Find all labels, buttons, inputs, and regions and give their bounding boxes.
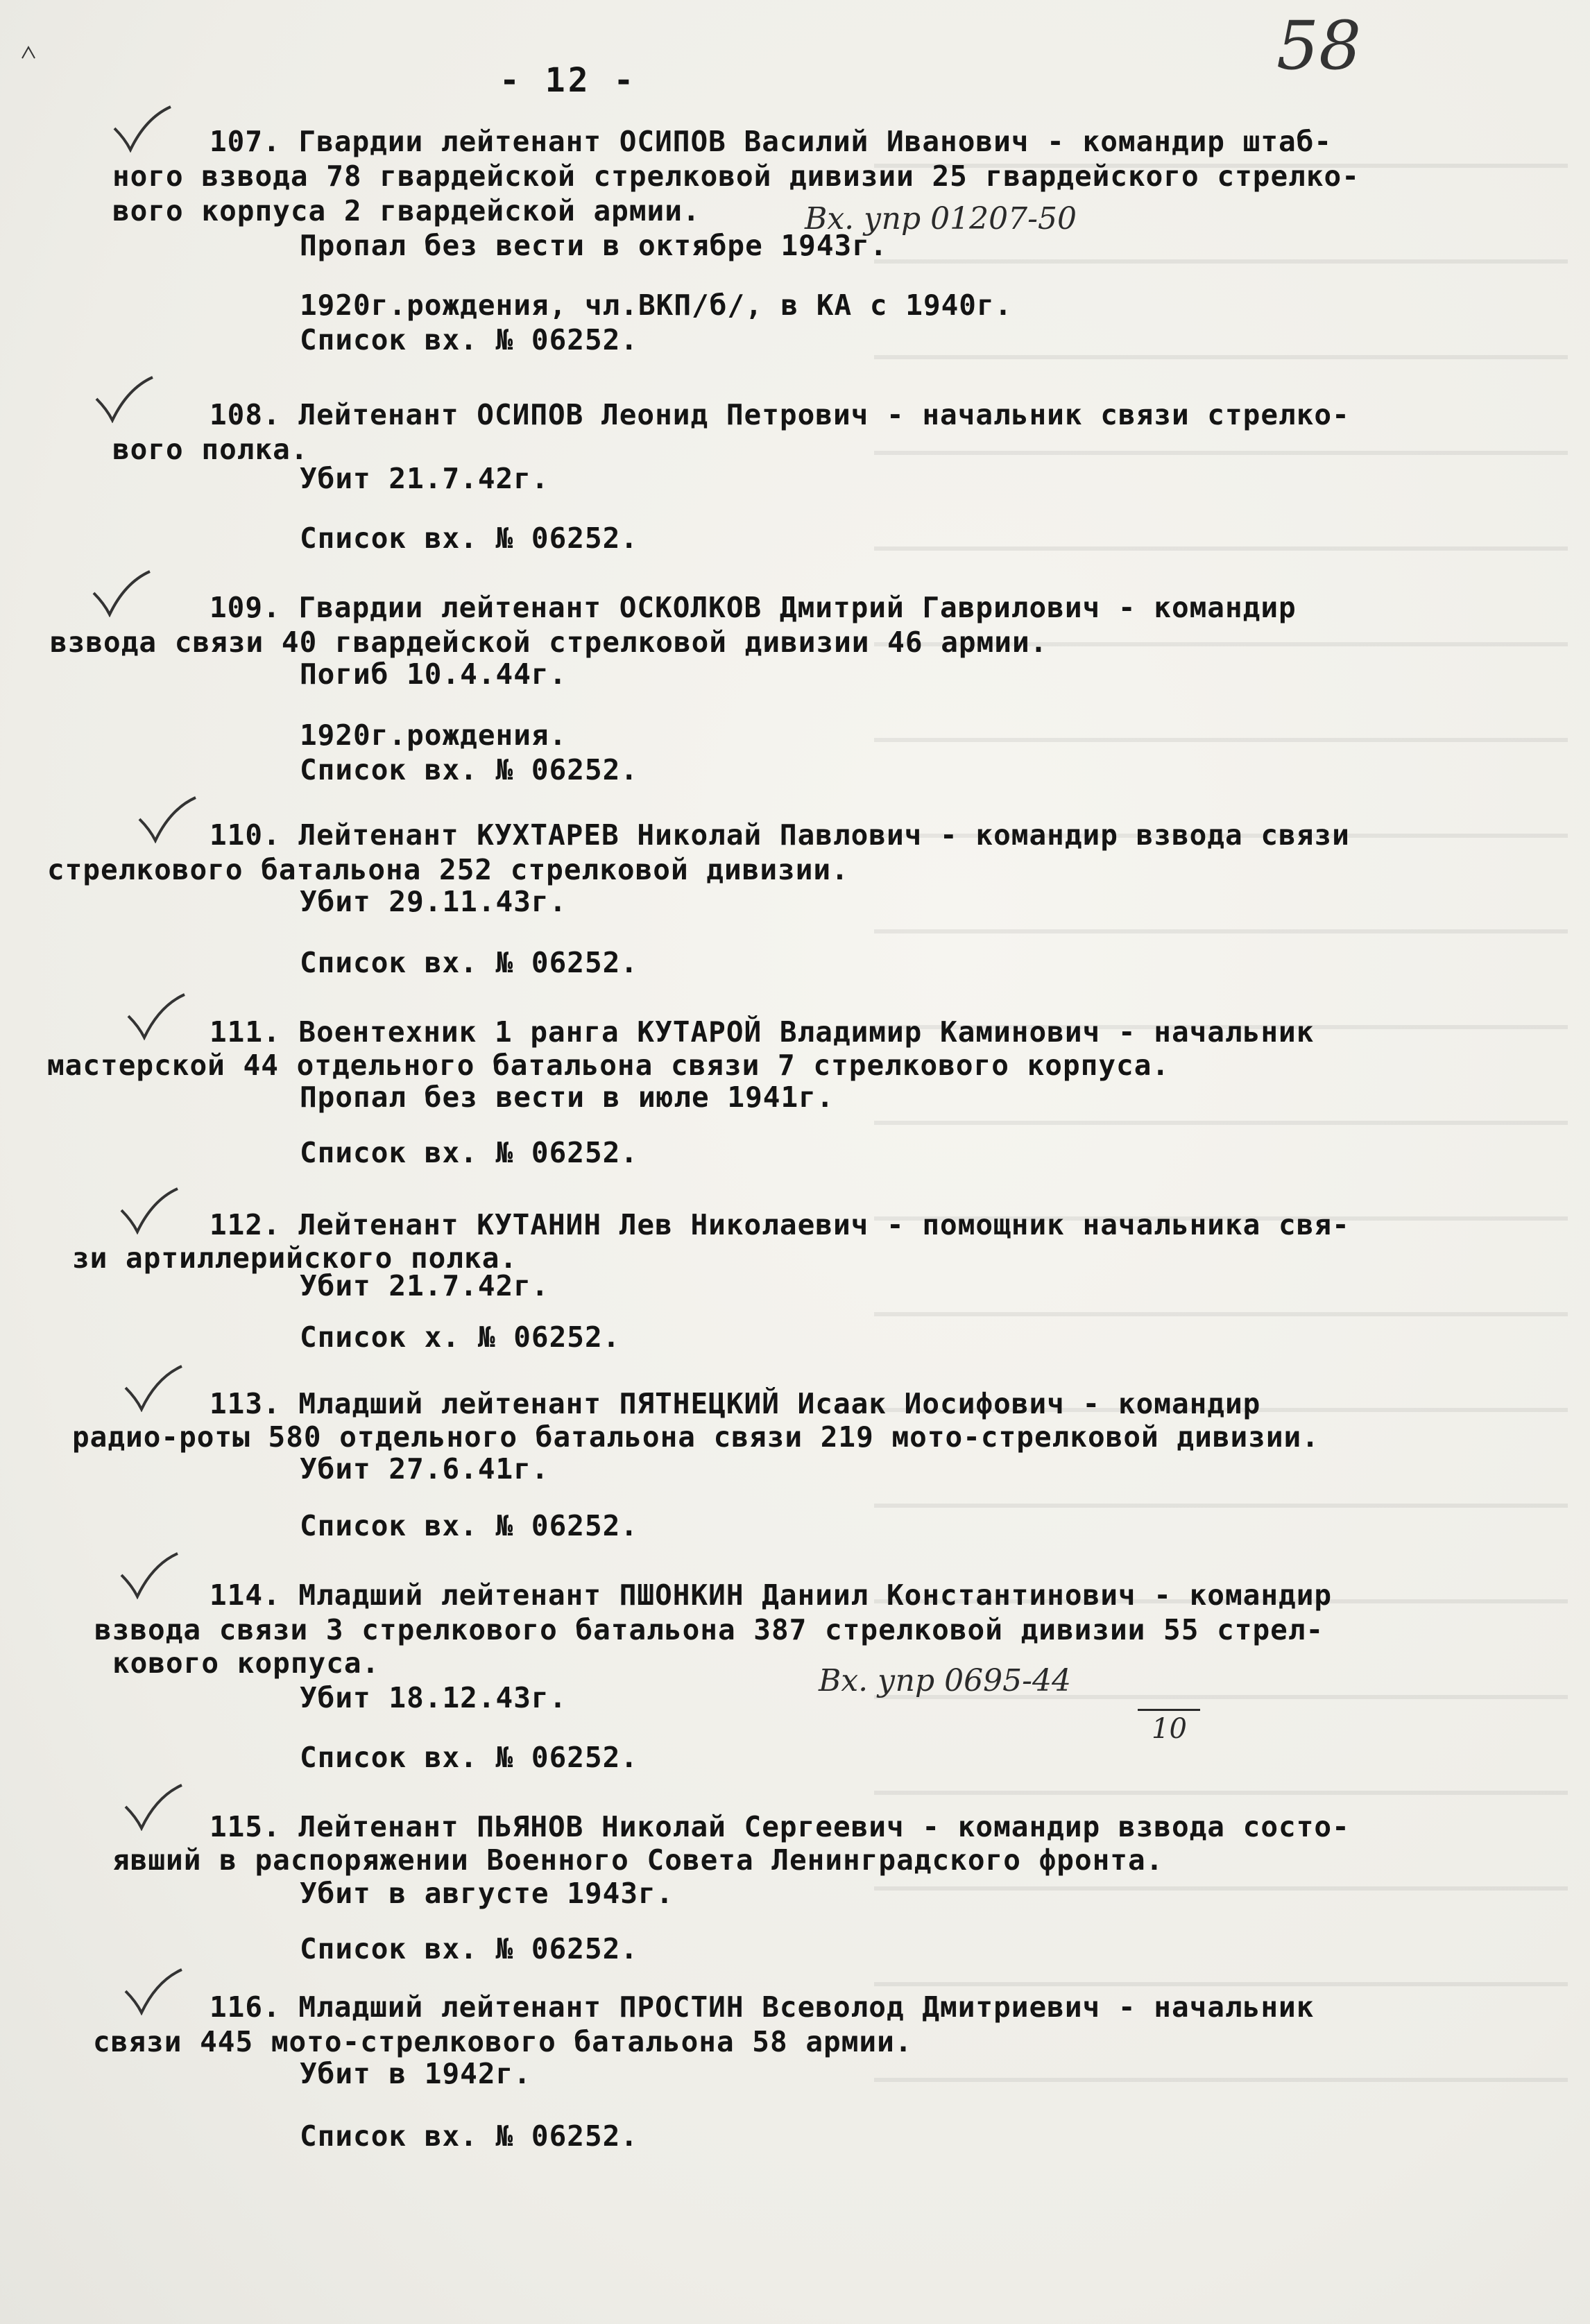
entry-116-status: Убит в 1942г. [300,2057,531,2090]
entry-109-birth: 1920г.рождения. [300,718,567,752]
entry-115-list: Список вх. № 06252. [300,1932,638,1965]
entry-110-status: Убит 29.11.43г. [300,885,567,918]
entry-109-line-1: 109. Гвардии лейтенант ОСКОЛКОВ Дмитрий Гаврилович - командир [210,591,1297,624]
entry-109-status: Погиб 10.4.44г. [300,657,567,691]
checkmark-icon [122,1363,185,1412]
entry-114-status: Убит 18.12.43г. [300,1681,567,1714]
entry-114-handwritten-subnote: 10 [1152,1713,1187,1745]
entry-107-status: Пропал без вести в октябре 1943г. [300,229,888,262]
entry-114-line-1: 114. Младший лейтенант ПШОНКИН Даниил Константинович - командир [210,1578,1333,1612]
checkmark-icon [111,104,173,153]
entry-111-status: Пропал без вести в июле 1941г. [300,1081,835,1114]
entry-113-line-2: радио-роты 580 отдельного батальона связи 219 мото-стрелковой дивизии. [72,1420,1319,1454]
entry-115-line-2: явший в распоряжении Военного Совета Ленинградского фронта. [112,1843,1164,1877]
entry-110-line-1: 110. Лейтенант КУХТАРЕВ Николай Павлович - командир взвода связи [210,818,1350,852]
entry-109-list: Список вх. № 06252. [300,753,638,786]
entry-110-list: Список вх. № 06252. [300,946,638,979]
checkmark-icon [118,1551,180,1599]
entry-114-handwritten-note: Вх. упр 0695-44 [819,1663,1071,1698]
corner-mark-icon [21,44,36,60]
entry-113-status: Убит 27.6.41г. [300,1452,549,1486]
entry-109-line-2: взвода связи 40 гвардейской стрелковой дивизии 46 армии. [50,626,1048,659]
entry-115-line-1: 115. Лейтенант ПЬЯНОВ Николай Сергеевич - командир взвода состо- [210,1810,1350,1843]
entry-108-line-2: вого полка. [112,433,309,466]
entry-107-list: Список вх. № 06252. [300,323,638,356]
entry-107-line-2: ного взвода 78 гвардейской стрелковой дивизии 25 гвардейского стрелко- [112,160,1360,193]
page-number: - 12 - [499,61,637,100]
entry-107-line-3: вого корпуса 2 гвардейской армии. [112,194,701,227]
entry-107-handwritten-note: Вх. упр 01207-50 [805,201,1077,236]
entry-114-list: Список вх. № 06252. [300,1741,638,1774]
entry-107-line-1: 107. Гвардии лейтенант ОСИПОВ Василий Иванович - командир штаб- [210,125,1333,158]
entry-111-line-1: 111. Воентехник 1 ранга КУТАРОЙ Владимир Каминович - начальник [210,1015,1315,1049]
entry-114-line-2: взвода связи 3 стрелкового батальона 387 стрелковой дивизии 55 стрел- [94,1613,1324,1646]
entry-116-line-1: 116. Младший лейтенант ПРОСТИН Всеволод Дмитриевич - начальник [210,1990,1315,2024]
checkmark-icon [122,1967,185,2015]
entry-114-line-3: кового корпуса. [112,1646,380,1680]
entry-113-line-1: 113. Младший лейтенант ПЯТНЕЦКИЙ Исаак Иосифович - командир [210,1387,1261,1420]
checkmark-icon [136,795,198,843]
entry-108-list: Список вх. № 06252. [300,522,638,555]
checkmark-icon [93,375,155,423]
entry-108-line-1: 108. Лейтенант ОСИПОВ Леонид Петрович - начальник связи стрелко- [210,398,1350,431]
entry-116-list: Список вх. № 06252. [300,2119,638,2153]
entry-112-status: Убит 21.7.42г. [300,1269,549,1302]
handwritten-fraction-bar [1138,1709,1200,1711]
entry-111-line-2: мастерской 44 отдельного батальона связи 7 стрелкового корпуса. [47,1049,1170,1082]
entry-110-line-2: стрелкового батальона 252 стрелковой дивизии. [47,853,849,886]
entry-112-list: Список х. № 06252. [300,1320,621,1354]
folio-number: 58 [1276,7,1362,85]
entry-113-list: Список вх. № 06252. [300,1509,638,1542]
entry-116-line-2: связи 445 мото-стрелкового батальона 58 армии. [93,2025,913,2058]
entry-112-line-2: зи артиллерийского полка. [72,1241,518,1275]
checkmark-icon [90,569,153,617]
entry-112-line-1: 112. Лейтенант КУТАНИН Лев Николаевич - помощник начальника свя- [210,1208,1350,1241]
checkmark-icon [125,992,187,1040]
checkmark-icon [122,1782,185,1831]
entry-111-list: Список вх. № 06252. [300,1136,638,1169]
checkmark-icon [118,1186,180,1234]
entry-108-status: Убит 21.7.42г. [300,462,549,495]
entry-107-birth: 1920г.рождения, чл.ВКП/б/, в КА с 1940г. [300,289,1013,322]
entry-115-status: Убит в августе 1943г. [300,1877,674,1910]
